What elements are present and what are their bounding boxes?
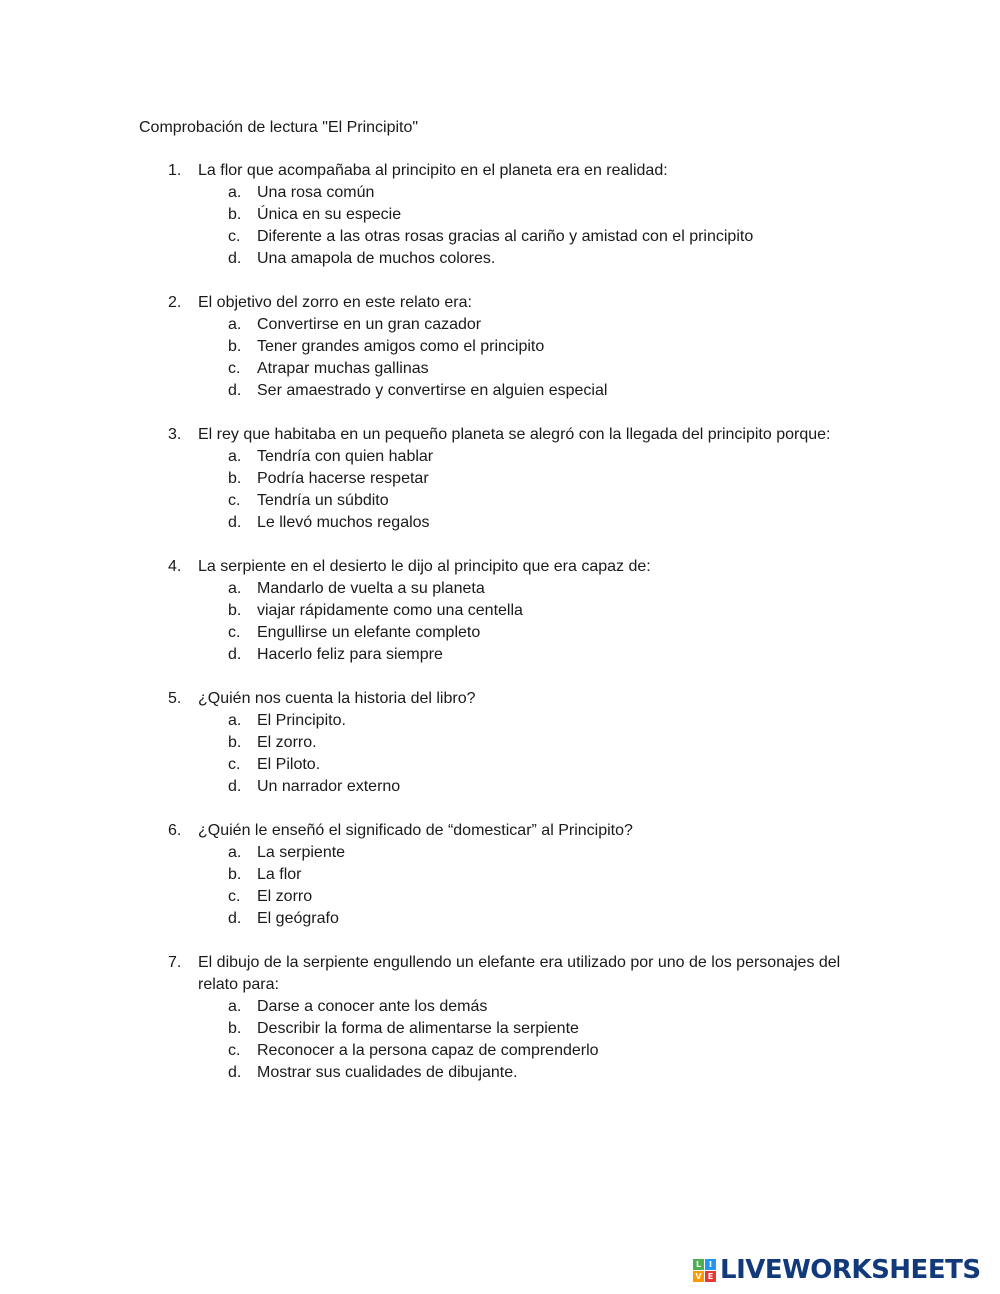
question-number: 6. (168, 822, 182, 839)
answer-option[interactable] (0, 578, 1000, 600)
option-letter: a. (228, 448, 242, 465)
option-text: El Piloto. (257, 756, 321, 773)
question-stem (168, 952, 870, 996)
answer-option[interactable] (0, 182, 1000, 204)
answer-option[interactable] (0, 446, 1000, 468)
answer-option[interactable] (0, 996, 1000, 1018)
answer-option[interactable] (0, 622, 1000, 644)
option-letter: c. (228, 888, 241, 905)
option-text: La serpiente (257, 844, 346, 861)
answer-option[interactable] (0, 490, 1000, 512)
option-letter: d. (228, 382, 242, 399)
liveworksheets-logo-text: LIVEWORKSHEETS (720, 1255, 981, 1285)
question-item (0, 820, 1000, 930)
question-stem (168, 688, 870, 710)
option-letter: b. (228, 338, 242, 355)
question-item (0, 952, 1000, 1084)
question-text: El objetivo del zorro en este relato era: (198, 294, 472, 311)
logo-cell-4: E (705, 1271, 716, 1282)
option-text: La flor (257, 866, 302, 883)
option-letter: c. (228, 1042, 241, 1059)
option-letter: a. (228, 998, 242, 1015)
answer-option[interactable] (0, 314, 1000, 336)
option-letter: c. (228, 360, 241, 377)
answer-option[interactable] (0, 248, 1000, 270)
answer-option[interactable] (0, 644, 1000, 666)
answer-option[interactable] (0, 1040, 1000, 1062)
answer-option[interactable] (0, 776, 1000, 798)
option-letter: c. (228, 624, 241, 641)
question-item (0, 160, 1000, 270)
question-number: 5. (168, 690, 182, 707)
option-letter: d. (228, 910, 242, 927)
option-text: Única en su especie (257, 206, 402, 223)
answer-option[interactable] (0, 732, 1000, 754)
option-text: El Principito. (257, 712, 346, 729)
option-text: Tendría un súbdito (257, 492, 389, 509)
liveworksheets-logo-icon (693, 1259, 716, 1282)
answer-option[interactable] (0, 886, 1000, 908)
question-item (0, 292, 1000, 402)
question-number: 1. (168, 162, 182, 179)
option-text: Una rosa común (257, 184, 375, 201)
option-text: Engullirse un elefante completo (257, 624, 481, 641)
option-letter: d. (228, 778, 242, 795)
question-stem (168, 160, 870, 182)
option-text: Un narrador externo (257, 778, 401, 795)
option-text: viajar rápidamente como una centella (257, 602, 523, 619)
question-text: La serpiente en el desierto le dijo al principito que era capaz de: (198, 558, 651, 575)
option-text: Tener grandes amigos como el principito (257, 338, 545, 355)
question-number: 2. (168, 294, 182, 311)
question-stem (168, 556, 870, 578)
answer-option[interactable] (0, 600, 1000, 622)
option-letter: a. (228, 316, 242, 333)
answer-option[interactable] (0, 710, 1000, 732)
option-text: Reconocer a la persona capaz de comprenderlo (257, 1042, 599, 1059)
question-stem (168, 292, 870, 314)
answer-option[interactable] (0, 842, 1000, 864)
option-letter: b. (228, 206, 242, 223)
option-letter: b. (228, 470, 242, 487)
option-letter: a. (228, 712, 242, 729)
option-text: Convertirse en un gran cazador (257, 316, 482, 333)
answer-option[interactable] (0, 908, 1000, 930)
answer-option[interactable] (0, 336, 1000, 358)
answer-option[interactable] (0, 1062, 1000, 1084)
option-text: Una amapola de muchos colores. (257, 250, 496, 267)
option-text: Ser amaestrado y convertirse en alguien especial (257, 382, 608, 399)
option-letter: c. (228, 756, 241, 773)
logo-cell-1: L (693, 1259, 704, 1270)
option-letter: a. (228, 844, 242, 861)
answer-option[interactable] (0, 204, 1000, 226)
option-text: Tendría con quien hablar (257, 448, 434, 465)
option-text: El zorro (257, 888, 313, 905)
option-letter: c. (228, 492, 241, 509)
question-item (0, 688, 1000, 798)
option-letter: b. (228, 1020, 242, 1037)
question-number: 4. (168, 558, 182, 575)
question-number: 7. (168, 954, 182, 971)
option-letter: d. (228, 646, 242, 663)
option-letter: c. (228, 228, 241, 245)
question-text: El dibujo de la serpiente engullendo un elefante era utilizado por uno de los personajes del relato para: (198, 954, 841, 993)
answer-option[interactable] (0, 754, 1000, 776)
option-text: Le llevó muchos regalos (257, 514, 430, 531)
question-stem (168, 424, 870, 446)
answer-option[interactable] (0, 380, 1000, 402)
question-list (0, 160, 1000, 1106)
answer-option[interactable] (0, 358, 1000, 380)
logo-cell-3: V (693, 1271, 704, 1282)
option-letter: b. (228, 602, 242, 619)
question-stem (168, 820, 870, 842)
option-letter: b. (228, 866, 242, 883)
answer-option[interactable] (0, 468, 1000, 490)
answer-option[interactable] (0, 1018, 1000, 1040)
option-letter: d. (228, 1064, 242, 1081)
question-item (0, 424, 1000, 534)
option-text: Mostrar sus cualidades de dibujante. (257, 1064, 518, 1081)
logo-cell-2: I (705, 1259, 716, 1270)
option-text: Atrapar muchas gallinas (257, 360, 429, 377)
question-text: ¿Quién nos cuenta la historia del libro? (198, 690, 476, 707)
option-text: El geógrafo (257, 910, 339, 927)
option-letter: a. (228, 184, 242, 201)
option-letter: a. (228, 580, 242, 597)
option-text: Diferente a las otras rosas gracias al cariño y amistad con el principito (257, 228, 754, 245)
question-item (0, 556, 1000, 666)
option-letter: b. (228, 734, 242, 751)
option-text: Mandarlo de vuelta a su planeta (257, 580, 485, 597)
option-letter: d. (228, 514, 242, 531)
option-text: Darse a conocer ante los demás (257, 998, 488, 1015)
option-text: Describir la forma de alimentarse la serpiente (257, 1020, 579, 1037)
option-text: Hacerlo feliz para siempre (257, 646, 443, 663)
answer-option[interactable] (0, 864, 1000, 886)
answer-option[interactable] (0, 226, 1000, 248)
option-letter: d. (228, 250, 242, 267)
worksheet-title: Comprobación de lectura "El Principito" (139, 119, 419, 136)
option-text: Podría hacerse respetar (257, 470, 429, 487)
liveworksheets-logo (693, 1256, 981, 1284)
question-text: La flor que acompañaba al principito en el planeta era en realidad: (198, 162, 668, 179)
question-number: 3. (168, 426, 182, 443)
question-text: El rey que habitaba en un pequeño planeta se alegró con la llegada del principito porque: (198, 426, 831, 443)
option-text: El zorro. (257, 734, 317, 751)
question-text: ¿Quién le enseñó el significado de “domesticar” al Principito? (198, 822, 633, 839)
answer-option[interactable] (0, 512, 1000, 534)
